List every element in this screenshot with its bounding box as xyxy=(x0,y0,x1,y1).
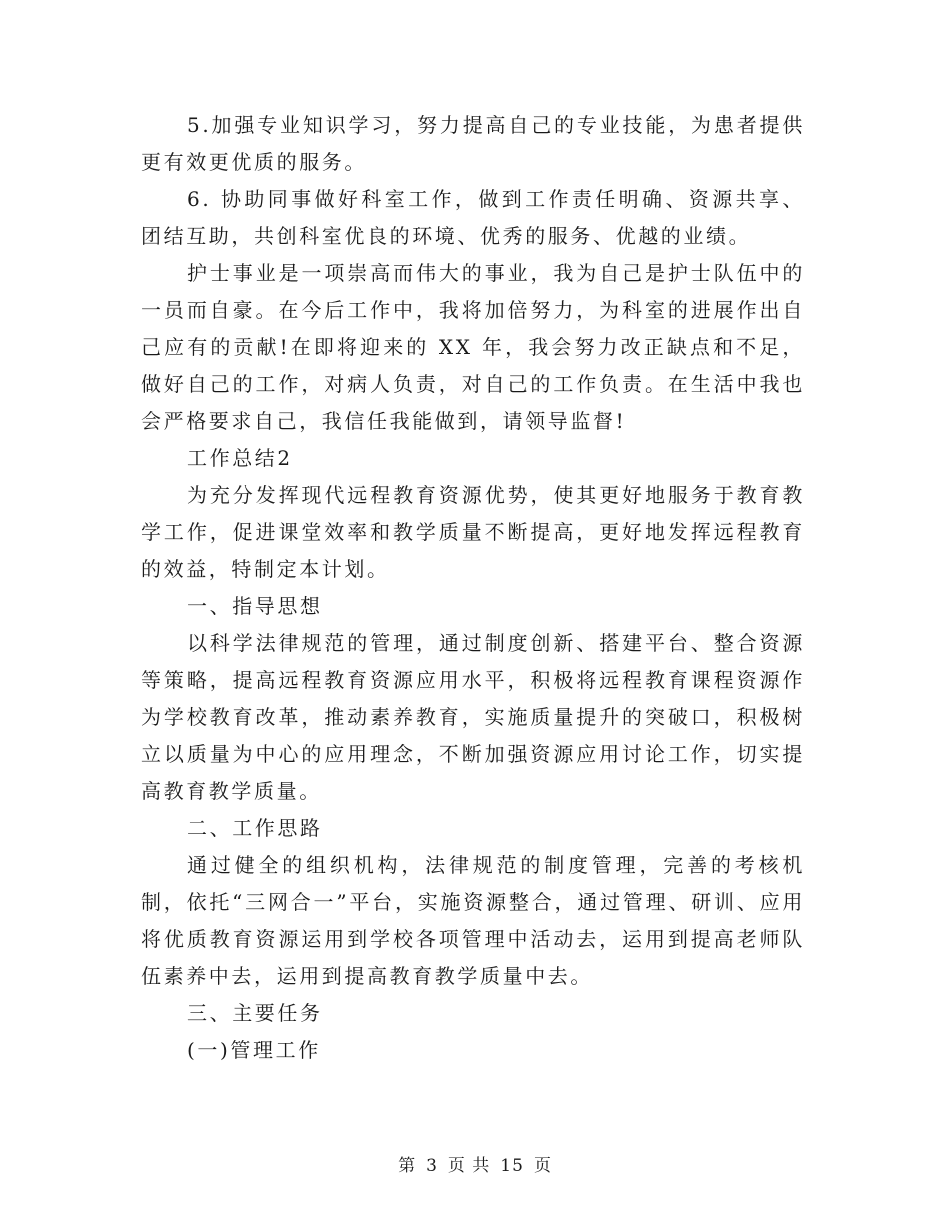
paragraph-nursing-career: 护士事业是一项崇高而伟大的事业，我为自己是护士队伍中的一员而自豪。在今后工作中，我将加倍努力，为科室的进展作出自己应有的贡献!在即将迎来的 XX 年，我会努力改正缺点和不足，做好自己的工作，对病人负责，对自己的工作负责。在生活中我也会严格要求自己，我信任我能做到，请领导监督! xyxy=(141,261,805,433)
total-page-count: 15 xyxy=(500,1156,524,1176)
paragraph-item-6: 6. 协助同事做好科室工作，做到工作责任明确、资源共享、团结互助，共创科室优良的环境、优秀的服务、优越的业绩。 xyxy=(141,187,805,248)
paragraph-work-approach: 通过健全的组织机构，法律规范的制度管理，完善的考核机制，依托“三网合一”平台，实施资源整合，通过管理、研训、应用将优质教育资源运用到学校各项管理中活动去，运用到提高老师队伍素养中去，运用到提高教育教学质量中去。 xyxy=(141,853,805,988)
current-page-number: 3 xyxy=(426,1156,438,1176)
page-label-prefix: 第 xyxy=(398,1156,417,1176)
document-body xyxy=(141,107,805,1069)
paragraph-guiding-ideology: 以科学法律规范的管理，通过制度创新、搭建平台、整合资源等策略，提高远程教育资源应用水平，积极将远程教育课程资源作为学校教育改革，推动素养教育，实施质量提升的突破口，积极树立以质量为中心的应用理念，不断加强资源应用讨论工作，切实提高教育教学质量。 xyxy=(141,631,805,803)
page-footer xyxy=(0,1151,950,1176)
paragraph-item-5: 5.加强专业知识学习，努力提高自己的专业技能，为患者提供更有效更优质的服务。 xyxy=(141,113,805,174)
page-label-middle: 页 共 xyxy=(447,1156,491,1176)
heading-guiding-ideology: 一、指导思想 xyxy=(187,594,323,618)
subheading-management-work: (一)管理工作 xyxy=(187,1038,321,1062)
section-title-work-summary-2: 工作总结2 xyxy=(187,446,293,470)
page-label-suffix: 页 xyxy=(533,1156,552,1176)
heading-main-tasks: 三、主要任务 xyxy=(187,1001,323,1025)
paragraph-plan-intro: 为充分发挥现代远程教育资源优势，使其更好地服务于教育教学工作，促进课堂效率和教学质量不断提高，更好地发挥远程教育的效益，特制定本计划。 xyxy=(141,483,805,581)
heading-work-approach: 二、工作思路 xyxy=(187,816,323,840)
